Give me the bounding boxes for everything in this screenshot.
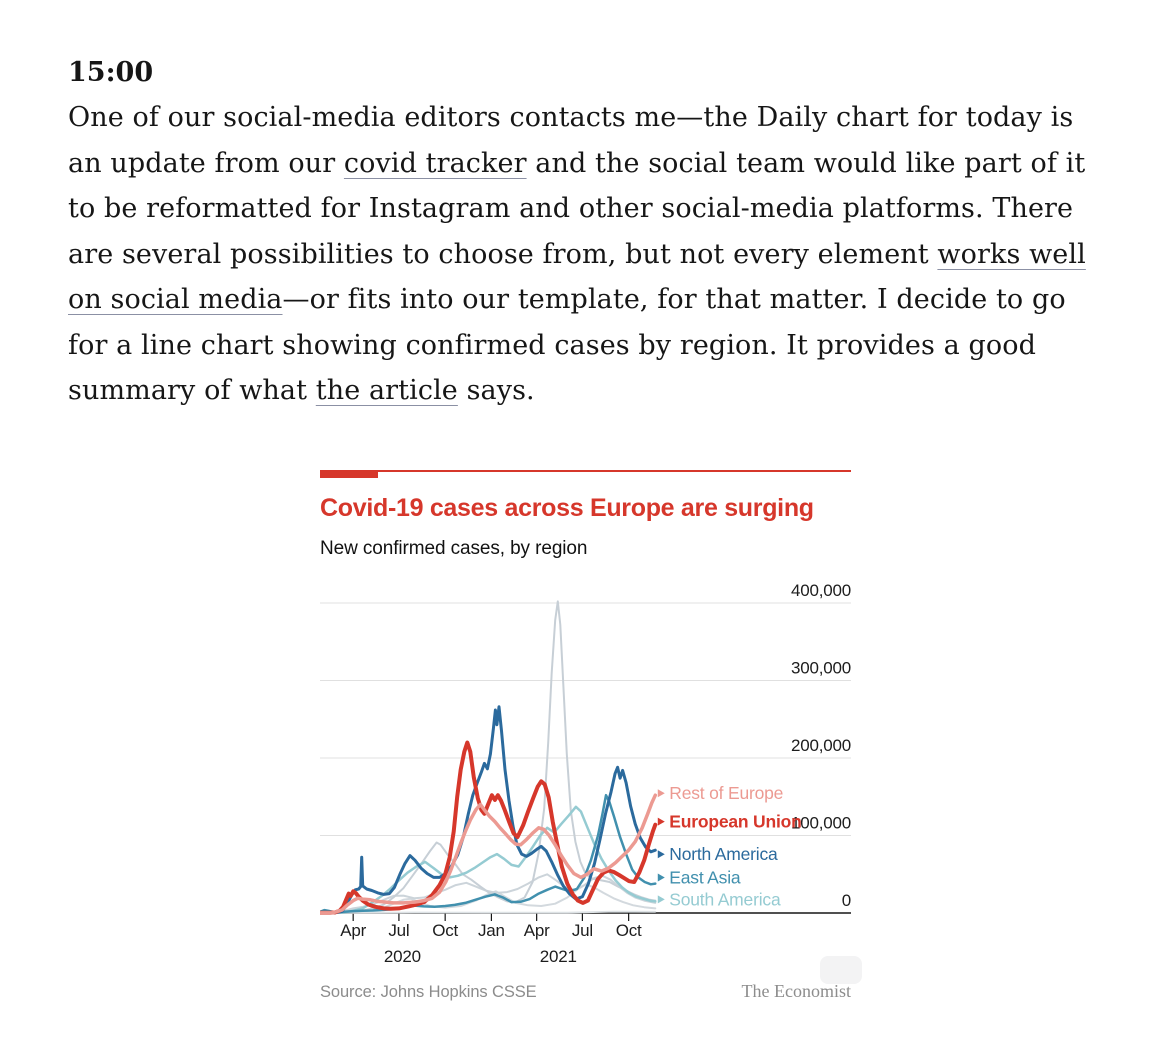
paragraph-text: and the social team would like part of it to be reformatted for Instagram and other social-media platforms. There are several possibilities to choose from, but not every element	[68, 147, 1086, 270]
series-label-east-asia: East Asia	[669, 867, 741, 888]
series-label-north-america: North America	[669, 844, 778, 865]
y-axis-label: 200,000	[790, 736, 851, 755]
x-axis-year-label: 2020	[383, 947, 421, 966]
chart-rule-line	[320, 470, 851, 472]
chart-title: Covid-19 cases across Europe are surging	[320, 494, 814, 522]
y-axis-label: 400,000	[790, 581, 851, 600]
link-covid-tracker[interactable]: covid tracker	[343, 147, 527, 179]
x-axis-label: Jan	[478, 921, 505, 940]
chart-source: Source: Johns Hopkins CSSE	[320, 983, 537, 1001]
paragraph-text: —or fits into our template, for that matter. I decide to go for a line chart showing confirmed cases by region. It provides a good summary of what	[68, 284, 1066, 406]
x-axis-label: Oct	[615, 921, 642, 940]
x-axis-label: Apr	[523, 921, 550, 940]
x-axis-year-label: 2021	[539, 947, 577, 966]
x-axis-label: Jul	[571, 921, 593, 940]
entry-paragraph	[68, 95, 1112, 414]
x-axis-label: Apr	[340, 921, 367, 940]
paragraph-text: says.	[457, 375, 535, 406]
series-pointer-east-asia	[658, 874, 665, 882]
y-axis-label: 100,000	[790, 813, 851, 833]
series-label-european-union: European Union	[669, 811, 802, 832]
chart-rule-block	[320, 470, 378, 478]
y-axis-label: 0	[841, 891, 851, 910]
entry-timestamp: 15:00	[68, 57, 154, 88]
link-works-well-on-social-media[interactable]: works well on social media	[68, 238, 1086, 315]
liveblog-entry	[68, 50, 1112, 414]
chart-subtitle: New confirmed cases, by region	[320, 538, 588, 559]
series-pointer-south-america	[658, 895, 665, 903]
economist-wordmark: The Economist	[741, 981, 851, 1001]
x-axis-label: Jul	[388, 921, 410, 940]
chart-top-rule	[320, 470, 851, 478]
y-axis-label: 300,000	[790, 658, 851, 678]
series-pointer-european-union	[658, 818, 665, 826]
series-label-rest-of-europe: Rest of Europe	[669, 783, 784, 804]
covid-line-chart	[320, 573, 855, 973]
series-pointer-rest-of-europe	[658, 789, 665, 797]
series-pointer-north-america	[658, 850, 665, 858]
chart-footer	[320, 981, 851, 1002]
x-axis-label: Oct	[432, 921, 459, 940]
link-the-article[interactable]: the article	[315, 375, 458, 406]
paragraph-text: One of our social-media editors contacts me—the Daily chart for today is an update from our	[68, 102, 1074, 179]
daily-chart-figure	[320, 470, 855, 1002]
series-label-south-america: South America	[669, 889, 781, 910]
